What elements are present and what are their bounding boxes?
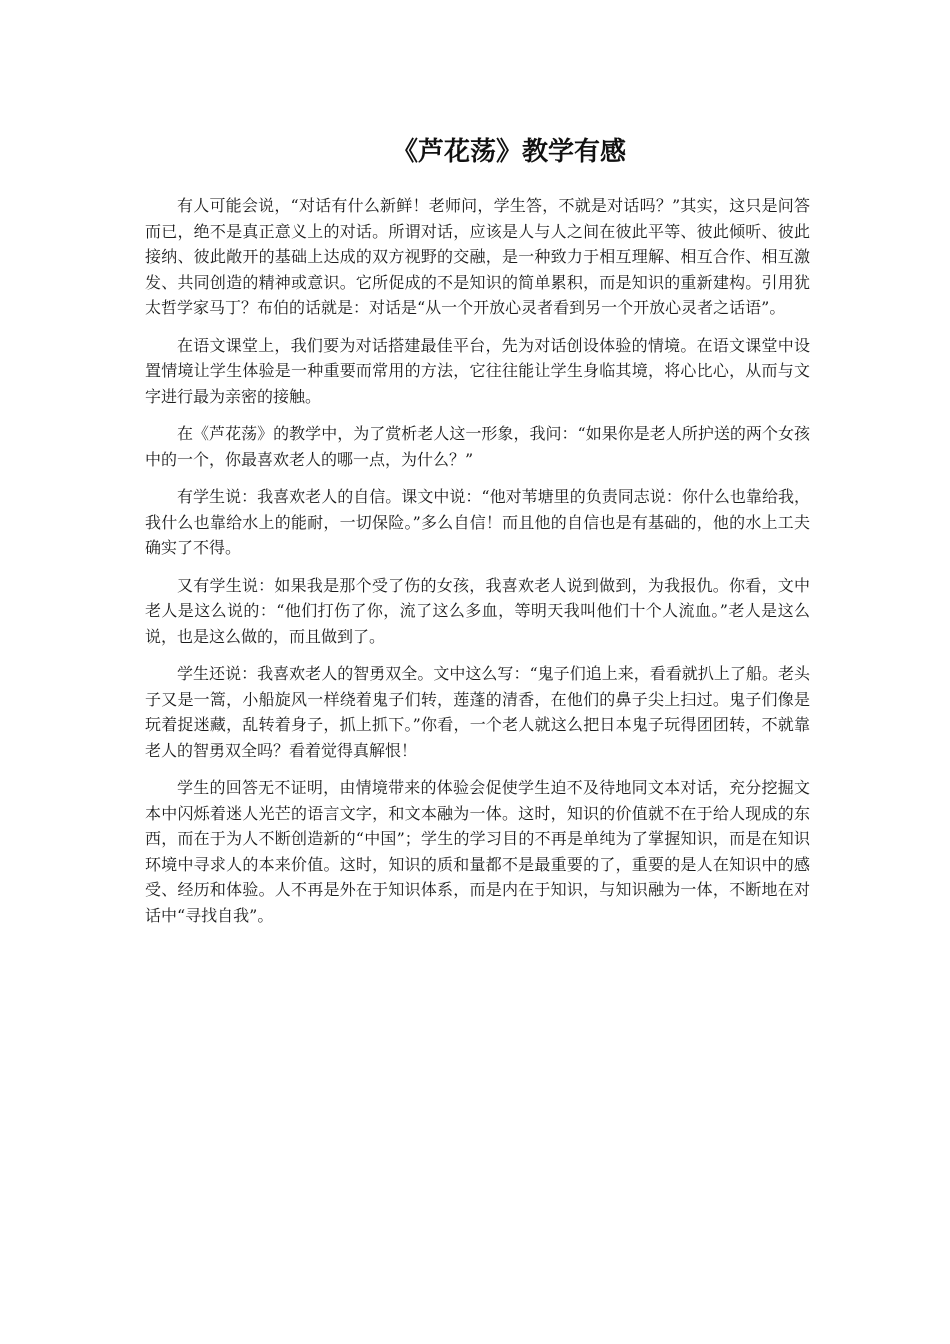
document-body [145,193,810,940]
paragraph-7: 学生的回答无不证明，由情境带来的体验会促使学生迫不及待地同文本对话，充分挖掘文本中闪烁着迷人光芒的语言文字，和文本融为一体。这时，知识的价值就不在于给人现成的东西，而在于为人不断创造新的“中国”；学生的学习目的不再是单纯为了掌握知识，而是在知识环境中寻求人的本来价值。这时，知识的质和量都不是最重要的了，重要的是人在知识中的感受、经历和体验。人不再是外在于知识体系，而是内在于知识，与知识融为一体，不断地在对话中“寻找自我”。 [145,778,810,925]
paragraph-5: 又有学生说：如果我是那个受了伤的女孩，我喜欢老人说到做到，为我报仇。你看，文中老人是这么说的：“他们打伤了你，流了这么多血，等明天我叫他们十个人流血。”老人是这么说，也是这么做的，而且做到了。 [145,575,810,646]
paragraph-1: 有人可能会说，“对话有什么新鲜！老师问，学生答，不就是对话吗？”其实，这只是问答而已，绝不是真正意义上的对话。所谓对话，应该是人与人之间在彼此平等、彼此倾听、彼此接纳、彼此敞开的基础上达成的双方视野的交融，是一种致力于相互理解、相互合作、相互激发、共同创造的精神或意识。它所促成的不是知识的简单累积，而是知识的重新建构。引用犹太哲学家马丁？布伯的话就是：对话是“从一个开放心灵者看到另一个开放心灵者之话语”。 [145,196,810,317]
paragraph-3: 在《芦花荡》的教学中，为了赏析老人这一形象，我问：“如果你是老人所护送的两个女孩中的一个，你最喜欢老人的哪一点，为什么？” [145,424,810,469]
paragraph-4: 有学生说：我喜欢老人的自信。课文中说：“他对苇塘里的负责同志说：你什么也靠给我，我什么也靠给水上的能耐，一切保险。”多么自信！而且他的自信也是有基础的，他的水上工夫确实了不得。 [145,487,810,557]
paragraph-6: 学生还说：我喜欢老人的智勇双全。文中这么写：“鬼子们追上来，看看就扒上了船。老头子又是一篙，小船旋风一样绕着鬼子们转，莲蓬的清香，在他们的鼻子尖上扫过。鬼子们像是玩着捉迷藏，乱转着身子，抓上抓下。”你看，一个老人就这么把日本鬼子玩得团团转，不就靠老人的智勇双全吗？看着觉得真解恨！ [145,664,810,760]
paragraph-2: 在语文课堂上，我们要为对话搭建最佳平台，先为对话创设体验的情境。在语文课堂中设置情境让学生体验是一种重要而常用的方法，它往往能让学生身临其境，将心比心，从而与文字进行最为亲密的接触。 [145,335,810,406]
document-title: 《芦花荡》教学有感 [391,137,626,167]
